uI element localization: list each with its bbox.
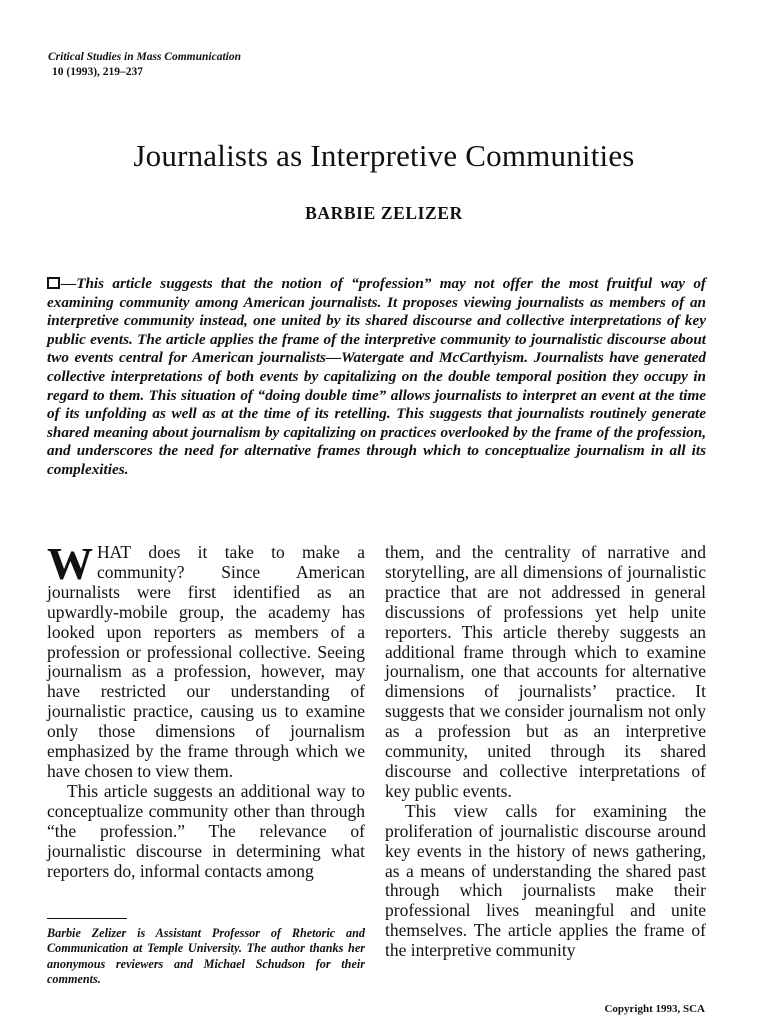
article-title: Journalists as Interpretive Communities — [133, 138, 635, 173]
journal-volume: 10 (1993), 219–237 — [52, 66, 144, 78]
abstract — [47, 275, 706, 480]
body-paragraph: them, and the centrality of narrative and storytelling, are all dimensions of journalistic practice that are not addressed in general discussions of professions yet help unite reporters. This article thereby suggests an additional frame through which to examine journalism, one that accounts for alternative dimensions of journalists’ practice. It suggests that we consider journalism not only as a profession but as an interpretive community, united through its shared discourse and collective interpretations of key public events. — [385, 542, 706, 801]
journal-citation — [48, 50, 241, 80]
author-footnote: Barbie Zelizer is Assistant Professor of Rhetoric and Communication at Temple University. The author thanks her anonymous reviewers and Michael Schudson for their comments. — [47, 926, 365, 987]
journal-name: Critical Studies in Mass Communication — [48, 51, 241, 63]
body-column-left — [47, 538, 365, 881]
article-author: BARBIE ZELIZER — [305, 203, 463, 223]
paragraph-text: does it take to make a community? Since American journalists were first identified as an upwardly-mobile group, the academy has looked upon reporters as members of a profession or professional collective. Seeing journalism as a profession, however, may have restricted our understanding of journalistic practice, causing us to examine only those dimensions of journalism emphasized by the frame through which we have chosen to view them. — [47, 542, 365, 781]
body-paragraph: This view calls for examining the proliferation of journalistic discourse around key events in the history of news gathering, as a means of understanding the shared past through which journalists make their professional lives meaningful and unite themselves. The article applies the frame of the interpretive community — [385, 800, 706, 961]
footnote-rule — [47, 918, 127, 919]
abstract-text: —This article suggests that the notion of “profession” may not offer the most fruitful way of examining community among American journalists. It proposes viewing journalists as members of an interpretive community instead, one united by its shared discourse and collective interpretations of key public events. The article applies the frame of the interpretive community to journalistic discourse about two events central for American journalists—Watergate and McCarthyism. Journalists have generated collective interpretations of both events by capitalizing on the double temporal position they occupy in regard to them. This situation of “doing double time” allows journalists to interpret an event at the time of its unfolding as well as at the time of its retelling. This suggests that journalists routinely generate shared meaning about journalism by capitalizing on practices overlooked by the frame of the profession, and underscores the need for alternative frames through which to conceptualize journalism in all its complexities. — [47, 275, 706, 478]
body-paragraph: This article suggests an additional way to conceptualize community other than through “the profession.” The relevance of journalistic discourse in determining what reporters do, informal contacts among — [47, 780, 365, 881]
body-paragraph — [47, 538, 365, 782]
drop-cap: W — [47, 538, 93, 589]
abstract-box-icon — [47, 277, 60, 289]
lead-in: HAT — [97, 542, 132, 562]
body-column-right — [385, 543, 706, 961]
copyright: Copyright 1993, SCA — [604, 1003, 705, 1015]
